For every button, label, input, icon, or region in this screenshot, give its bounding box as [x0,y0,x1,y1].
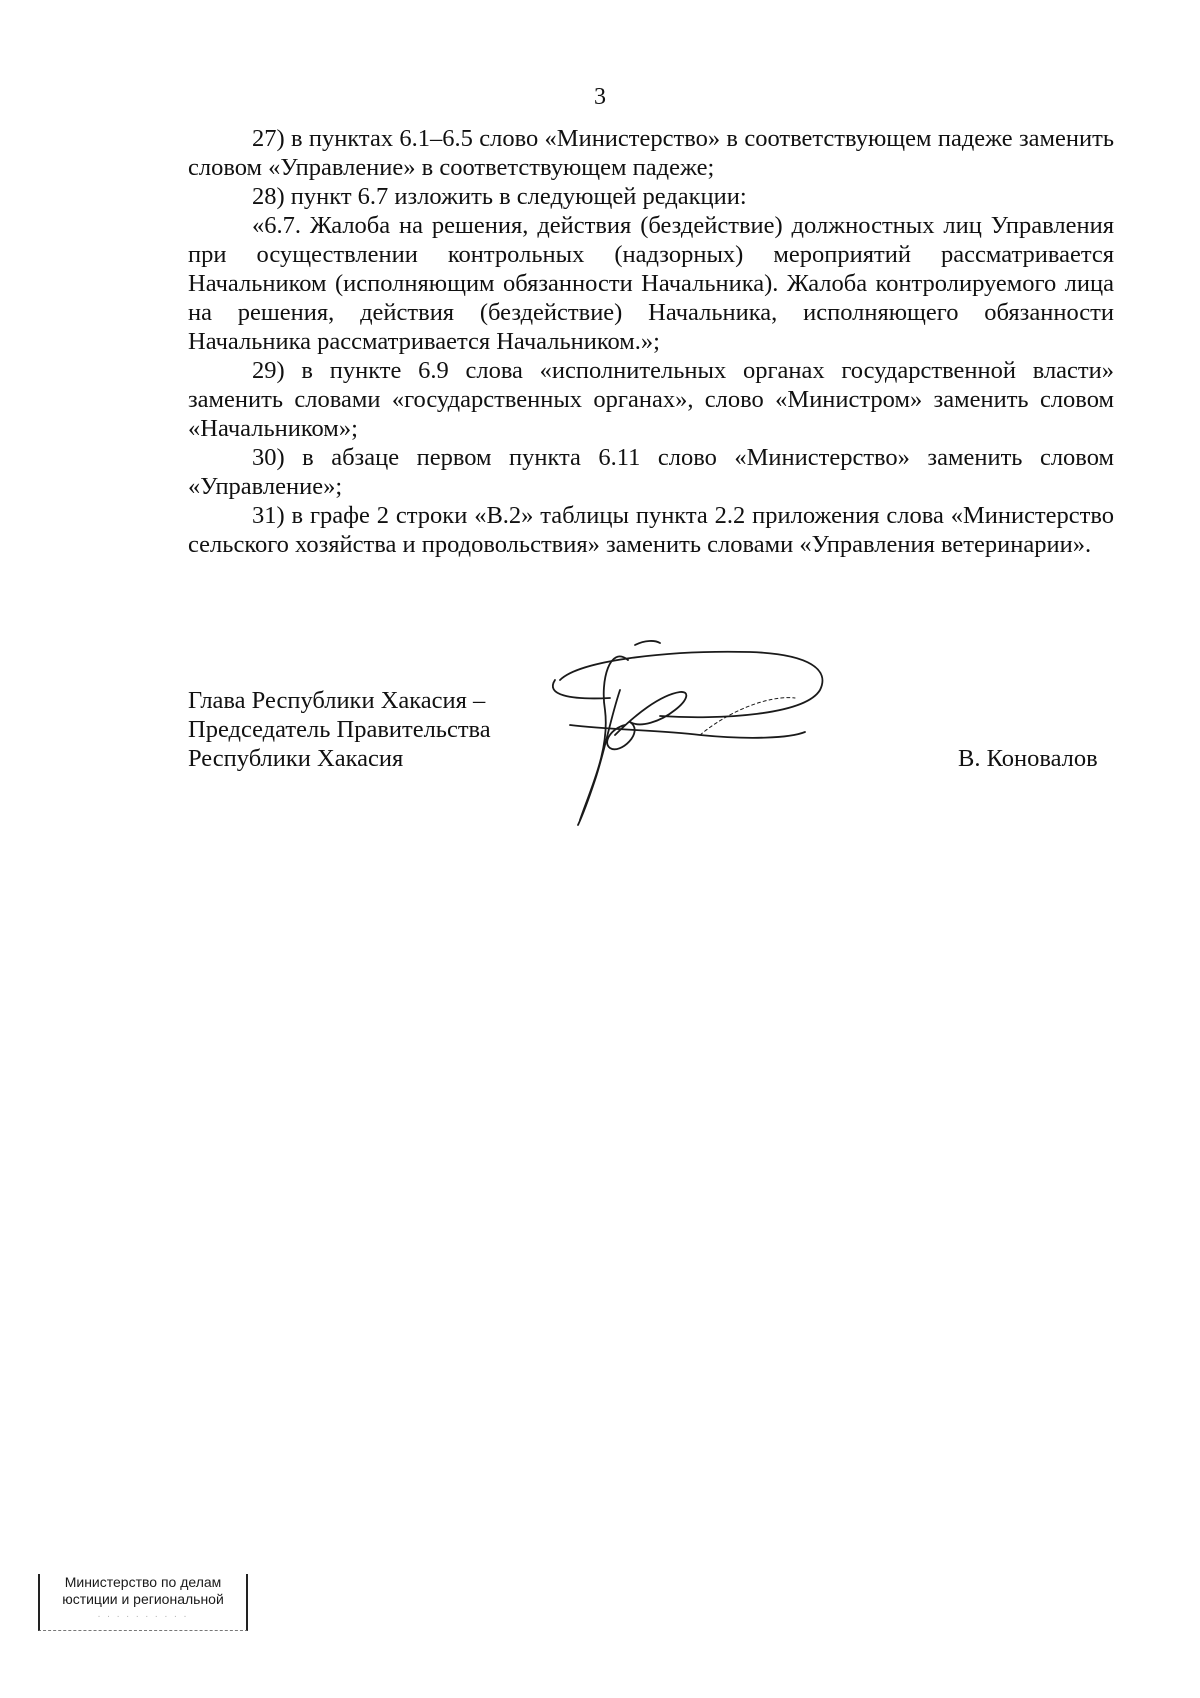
signatory-name: В. Коновалов [958,745,1098,772]
signatory-title [188,686,491,773]
signatory-title-line: Глава Республики Хакасия – [188,687,486,714]
paragraph-6-7-quote: «6.7. Жалоба на решения, действия (бездействие) должностных лиц Управления при осуществлении контрольных (надзорных) мероприятий рассматривается Начальником (исполняющим обязанности Начальника). Жалоба контролируемого лица на решения, действия (бездействие) Начальника, исполняющего обязанности Начальника рассматривается Начальником.»; [188,212,1114,355]
stamp-line: юстиции и региональной [62,1591,224,1607]
paragraph-31: 31) в графе 2 строки «В.2» таблицы пункта 2.2 приложения слова «Министерство сельского хозяйства и продовольствия» заменить словами «Управления ветеринарии». [188,502,1114,558]
signatory-title-line: Республики Хакасия [188,745,404,772]
document-body [188,124,1114,559]
paragraph-30: 30) в абзаце первом пункта 6.11 слово «Министерство» заменить словом «Управление»; [188,444,1114,500]
paragraph-28: 28) пункт 6.7 изложить в следующей редакции: [252,183,747,210]
page-number: 3 [594,84,606,110]
paragraph-29: 29) в пункте 6.9 слова «исполнительных органах государственной власти» заменить словами «государственных органах», слово «Министром» заменить словом «Начальником»; [188,357,1114,442]
paragraph-27: 27) в пунктах 6.1–6.5 слово «Министерство» в соответствующем падеже заменить словом «Управление» в соответствующем падеже; [188,125,1114,181]
stamp-illegible-text: . . . . . . . . . . [97,1609,189,1620]
stamp-line: Министерство по делам [64,1574,222,1590]
handwritten-signature-icon [550,640,860,840]
signatory-title-line: Председатель Правительства [188,716,491,743]
registration-stamp [38,1574,248,1631]
